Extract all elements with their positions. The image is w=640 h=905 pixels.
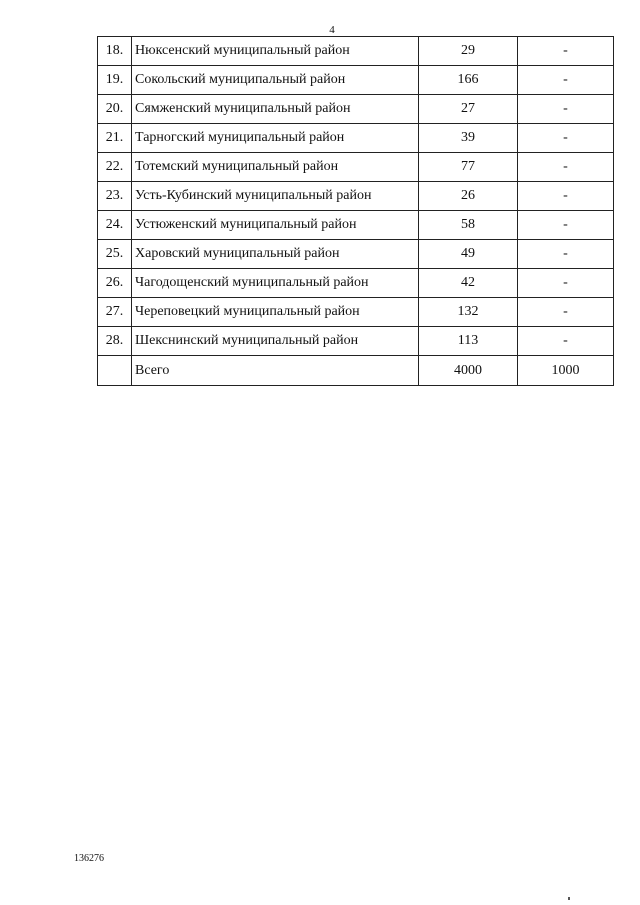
row-number-cell: 23. [98,182,132,211]
value-cell: - [518,66,614,95]
page-number: 4 [329,24,335,36]
value-cell: - [518,327,614,356]
row-number-cell: 27. [98,298,132,327]
table-row [98,211,614,240]
table-row [98,66,614,95]
row-number-cell: 26. [98,269,132,298]
table-row [98,269,614,298]
row-number-cell: 22. [98,153,132,182]
table-row [98,124,614,153]
district-name-cell: Нюксенский муниципальный район [132,37,419,66]
value-cell: 1000 [518,356,614,386]
district-name-cell: Тарногский муниципальный район [132,124,419,153]
row-number-cell: 25. [98,240,132,269]
value-cell: 49 [419,240,518,269]
table-row [98,298,614,327]
value-cell: - [518,95,614,124]
value-cell: 26 [419,182,518,211]
value-cell: 4000 [419,356,518,386]
row-number-cell: 18. [98,37,132,66]
value-cell: 27 [419,95,518,124]
value-cell: 132 [419,298,518,327]
value-cell: 29 [419,37,518,66]
table-row [98,327,614,356]
district-name-cell: Тотемский муниципальный район [132,153,419,182]
value-cell: - [518,298,614,327]
district-name-cell: Устюженский муниципальный район [132,211,419,240]
value-cell: - [518,37,614,66]
district-name-cell: Чагодощенский муниципальный район [132,269,419,298]
value-cell: - [518,124,614,153]
district-name-cell: Всего [132,356,419,386]
value-cell: - [518,182,614,211]
table-row [98,182,614,211]
scan-mark [568,897,570,900]
row-number-cell: 20. [98,95,132,124]
district-name-cell: Шекснинский муниципальный район [132,327,419,356]
value-cell: - [518,269,614,298]
value-cell: 113 [419,327,518,356]
value-cell: 77 [419,153,518,182]
value-cell: 42 [419,269,518,298]
district-name-cell: Усть-Кубинский муниципальный район [132,182,419,211]
value-cell: - [518,240,614,269]
district-name-cell: Сокольский муниципальный район [132,66,419,95]
district-allocation-table [97,36,614,386]
value-cell: - [518,153,614,182]
row-number-cell: 28. [98,327,132,356]
table-body [98,37,614,386]
value-cell: 58 [419,211,518,240]
district-name-cell: Харовский муниципальный район [132,240,419,269]
table-row [98,240,614,269]
row-number-cell: 19. [98,66,132,95]
row-number-cell: 24. [98,211,132,240]
table-row [98,153,614,182]
table-row-total [98,356,614,386]
row-number-cell [98,356,132,386]
value-cell: - [518,211,614,240]
row-number-cell: 21. [98,124,132,153]
value-cell: 166 [419,66,518,95]
table-row [98,95,614,124]
table-row [98,37,614,66]
value-cell: 39 [419,124,518,153]
district-name-cell: Череповецкий муниципальный район [132,298,419,327]
district-name-cell: Сямженский муниципальный район [132,95,419,124]
document-code: 136276 [74,853,104,864]
